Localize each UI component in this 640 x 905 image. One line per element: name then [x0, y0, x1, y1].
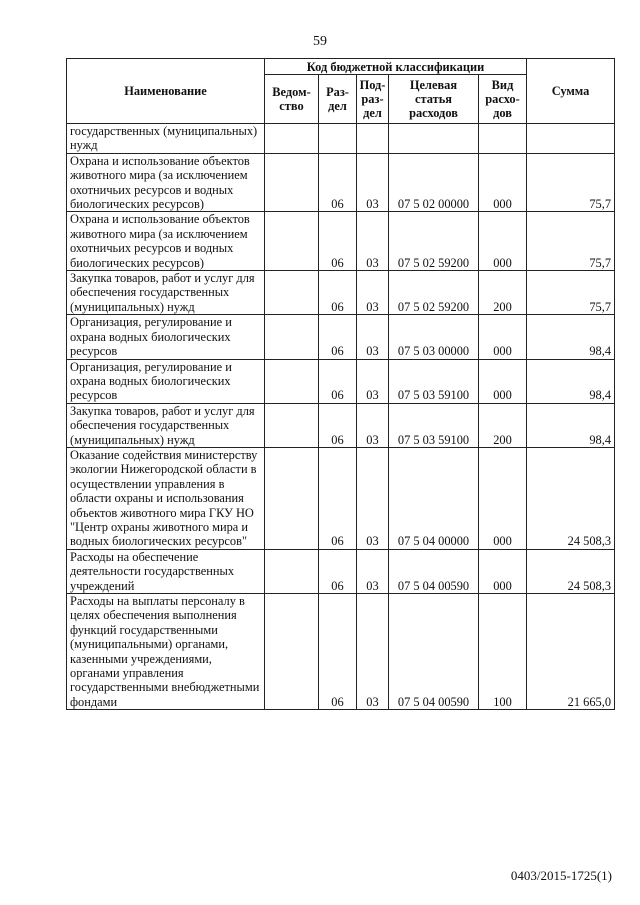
row-razdel: 06 [319, 315, 357, 359]
row-expense-type: 000 [479, 153, 527, 212]
table-row [67, 447, 615, 549]
row-name: Расходы на обеспечение деятельности государственных учреждений [67, 549, 265, 593]
row-sum: 75,7 [527, 271, 615, 315]
row-podrazdel: 03 [357, 271, 389, 315]
row-podrazdel: 03 [357, 359, 389, 403]
row-vedomstvo [265, 153, 319, 212]
row-podrazdel: 03 [357, 447, 389, 549]
table-row [67, 594, 615, 710]
table-row [67, 315, 615, 359]
table-row [67, 212, 615, 271]
row-razdel: 06 [319, 359, 357, 403]
row-target-article: 07 5 02 00000 [389, 153, 479, 212]
header-sum: Сумма [527, 59, 615, 124]
header-razdel: Раз-дел [319, 75, 357, 124]
row-vedomstvo [265, 447, 319, 549]
row-sum: 98,4 [527, 403, 615, 447]
row-vedomstvo [265, 594, 319, 710]
row-sum: 98,4 [527, 359, 615, 403]
row-target-article: 07 5 04 00590 [389, 549, 479, 593]
document-code: 0403/2015-1725(1) [510, 868, 612, 883]
row-expense-type [479, 124, 527, 154]
page-number: 59 [313, 34, 327, 49]
row-razdel: 06 [319, 212, 357, 271]
row-podrazdel: 03 [357, 212, 389, 271]
row-expense-type: 000 [479, 549, 527, 593]
row-sum [527, 124, 615, 154]
row-expense-type: 200 [479, 403, 527, 447]
header-vedomstvo: Ведом-ство [265, 75, 319, 124]
budget-table [66, 58, 615, 710]
row-vedomstvo [265, 359, 319, 403]
row-sum: 75,7 [527, 153, 615, 212]
row-podrazdel: 03 [357, 315, 389, 359]
row-target-article [389, 124, 479, 154]
header-name: Наименование [67, 59, 265, 124]
row-expense-type: 200 [479, 271, 527, 315]
row-sum: 98,4 [527, 315, 615, 359]
row-name: государственных (муниципальных) нужд [67, 124, 265, 154]
table-row [67, 124, 615, 154]
row-vedomstvo [265, 315, 319, 359]
row-razdel: 06 [319, 271, 357, 315]
row-razdel [319, 124, 357, 154]
row-sum: 75,7 [527, 212, 615, 271]
row-target-article: 07 5 02 59200 [389, 212, 479, 271]
row-vedomstvo [265, 403, 319, 447]
row-podrazdel: 03 [357, 403, 389, 447]
row-expense-type: 000 [479, 359, 527, 403]
header-target-article: Целевая статья расходов [389, 75, 479, 124]
header-podrazdel: Под-раз-дел [357, 75, 389, 124]
row-name: Закупка товаров, работ и услуг для обеспечения государственных (муниципальных) нужд [67, 271, 265, 315]
row-expense-type: 000 [479, 447, 527, 549]
row-name: Организация, регулирование и охрана водных биологических ресурсов [67, 359, 265, 403]
row-target-article: 07 5 02 59200 [389, 271, 479, 315]
row-sum: 24 508,3 [527, 447, 615, 549]
table-row [67, 359, 615, 403]
row-sum: 21 665,0 [527, 594, 615, 710]
row-name: Организация, регулирование и охрана водных биологических ресурсов [67, 315, 265, 359]
row-name: Расходы на выплаты персоналу в целях обеспечения выполнения функций государственными (муниципальными) органами, казенными учреждениями, органами управления государственными внебюджетными фондами [67, 594, 265, 710]
row-vedomstvo [265, 212, 319, 271]
row-vedomstvo [265, 549, 319, 593]
table-row [67, 549, 615, 593]
table-row [67, 153, 615, 212]
header-expense-type: Вид расхо-дов [479, 75, 527, 124]
row-podrazdel [357, 124, 389, 154]
row-vedomstvo [265, 271, 319, 315]
row-razdel: 06 [319, 549, 357, 593]
row-expense-type: 000 [479, 315, 527, 359]
header-budget-classification: Код бюджетной классификации [265, 59, 527, 75]
row-podrazdel: 03 [357, 153, 389, 212]
row-razdel: 06 [319, 153, 357, 212]
row-razdel: 06 [319, 594, 357, 710]
row-target-article: 07 5 03 59100 [389, 359, 479, 403]
row-target-article: 07 5 03 59100 [389, 403, 479, 447]
table-row [67, 271, 615, 315]
row-razdel: 06 [319, 447, 357, 549]
row-name: Охрана и использование объектов животного мира (за исключением охотничьих ресурсов и водных биологических ресурсов) [67, 212, 265, 271]
row-expense-type: 100 [479, 594, 527, 710]
row-podrazdel: 03 [357, 594, 389, 710]
row-name: Охрана и использование объектов животного мира (за исключением охотничьих ресурсов и водных биологических ресурсов) [67, 153, 265, 212]
row-target-article: 07 5 03 00000 [389, 315, 479, 359]
table-row [67, 403, 615, 447]
row-razdel: 06 [319, 403, 357, 447]
row-target-article: 07 5 04 00590 [389, 594, 479, 710]
row-name: Оказание содействия министерству экологии Нижегородской области в осуществлении управления в области охраны и использования объектов животного мира ГКУ НО "Центр охраны животного мира и водных биологических ресурсов" [67, 447, 265, 549]
row-vedomstvo [265, 124, 319, 154]
row-expense-type: 000 [479, 212, 527, 271]
row-name: Закупка товаров, работ и услуг для обеспечения государственных (муниципальных) нужд [67, 403, 265, 447]
row-podrazdel: 03 [357, 549, 389, 593]
row-sum: 24 508,3 [527, 549, 615, 593]
row-target-article: 07 5 04 00000 [389, 447, 479, 549]
